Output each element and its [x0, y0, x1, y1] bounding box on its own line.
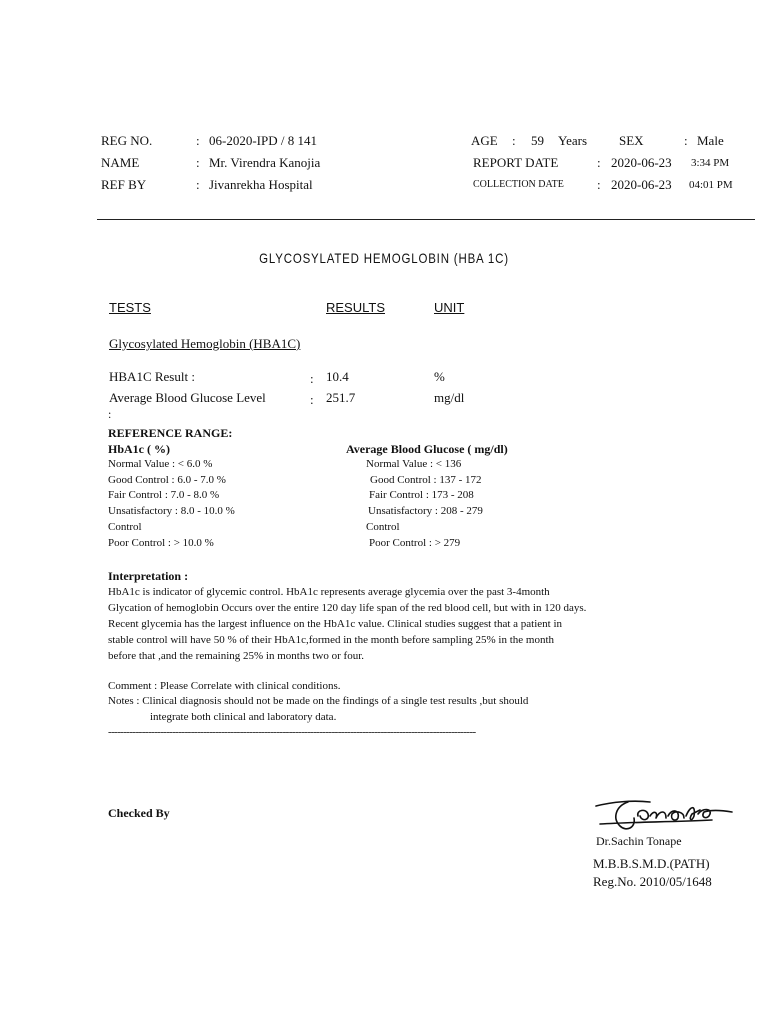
name-value: Mr. Virendra Kanojia [209, 155, 321, 170]
notes-line: integrate both clinical and laboratory data. [150, 711, 337, 723]
report-date-value: 2020-06-23 [611, 155, 672, 170]
ref-by-value: Jivanrekha Hospital [209, 177, 313, 192]
name-colon: : [196, 155, 200, 170]
collection-date-value: 2020-06-23 [611, 177, 672, 192]
interpretation-heading: Interpretation : [108, 569, 189, 583]
interpretation-text [108, 584, 668, 664]
reference-heading: REFERENCE RANGE: [108, 426, 233, 440]
result-row-value: 10.4 [326, 369, 349, 384]
sex-value: Male [697, 133, 724, 148]
glucose-range-line: Unsatisfactory : 208 - 279 [368, 505, 483, 517]
report-title: GLYCOSYLATED HEMOGLOBIN (HBA 1C) [259, 250, 509, 266]
result-row-value: 251.7 [326, 390, 356, 405]
name-label: NAME [101, 155, 140, 170]
doctor-reg-no: Reg.No. 2010/05/1648 [593, 874, 712, 889]
result-row-unit: % [434, 369, 445, 384]
glucose-range-line: Good Control : 137 - 172 [370, 474, 482, 486]
reg-no-colon: : [196, 133, 200, 148]
header-divider [97, 219, 755, 220]
column-unit: UNIT [434, 300, 465, 315]
collection-date-label: COLLECTION DATE [473, 179, 564, 190]
dashed-divider: ------------------------------------------------------------------------------------------------------------------------ [108, 726, 476, 738]
hba1c-range-line: Poor Control : > 10.0 % [108, 537, 214, 549]
glucose-range-line: Fair Control : 173 - 208 [369, 489, 474, 501]
collection-date-colon: : [597, 177, 601, 192]
glucose-range-line: Poor Control : > 279 [369, 537, 461, 549]
age-value: 59 [531, 133, 544, 148]
result-row-unit: mg/dl [434, 390, 465, 405]
hba1c-range-line: Unsatisfactory : 8.0 - 10.0 % [108, 505, 235, 517]
checked-by-label: Checked By [108, 806, 170, 820]
glucose-range-line: Normal Value : < 136 [366, 458, 462, 470]
doctor-name: Dr.Sachin Tonape [596, 834, 682, 848]
result-row-test: Average Blood Glucose Level [109, 390, 266, 405]
glucose-range-line: Control [366, 521, 400, 533]
hba1c-range-line: Fair Control : 7.0 - 8.0 % [108, 489, 220, 501]
interpretation-line: before that ,and the remaining 25% in months two or four. [108, 650, 364, 662]
age-label: AGE [471, 133, 498, 148]
result-row-colon: : [310, 392, 314, 407]
report-date-label: REPORT DATE [473, 155, 559, 170]
hba1c-range-line: Good Control : 6.0 - 7.0 % [108, 474, 226, 486]
interpretation-line: HbA1c is indicator of glycemic control. HbA1c represents average glycemia over the past 3-4month [108, 586, 550, 598]
age-unit: Years [558, 133, 588, 148]
reg-no-label: REG NO. [101, 133, 153, 148]
interpretation-line: Glycation of hemoglobin Occurs over the entire 120 day life span of the red blood cell, but with in 120 days. [108, 602, 587, 614]
result-row-test: HBA1C Result : [109, 369, 195, 384]
report-time: 3:34 PM [691, 157, 730, 169]
result-row-colon: : [310, 371, 314, 386]
ref-by-colon: : [196, 177, 200, 192]
comment: Comment : Please Correlate with clinical conditions. [108, 680, 341, 692]
hba1c-range-line: Normal Value : < 6.0 % [108, 458, 213, 470]
column-tests: TESTS [109, 300, 151, 315]
collection-time: 04:01 PM [689, 179, 733, 191]
section-title: Glycosylated Hemoglobin (HBA1C) [109, 336, 301, 351]
age-colon: : [512, 133, 516, 148]
hba1c-heading: HbA1c ( %) [108, 442, 170, 456]
glucose-heading: Average Blood Glucose ( mg/dl) [346, 442, 508, 456]
interpretation-line: stable control will have 50 % of their HbA1c,formed in the month before sampling 25% in the month [108, 634, 555, 646]
sex-colon: : [684, 133, 688, 148]
hba1c-range-line: Control [108, 521, 142, 533]
sex-label: SEX [619, 133, 644, 148]
reg-no-value: 06-2020-IPD / 8 141 [209, 133, 317, 148]
ref-by-label: REF BY [101, 177, 147, 192]
column-results: RESULTS [326, 300, 385, 315]
notes-line: Notes : Clinical diagnosis should not be made on the findings of a single test results ,but should [108, 695, 529, 707]
doctor-qualification: M.B.B.S.M.D.(PATH) [593, 856, 710, 871]
stray-colon: : [108, 407, 112, 421]
report-date-colon: : [597, 155, 601, 170]
interpretation-line: Recent glycemia has the largest influence on the HbA1c value. Clinical studies suggest that a patient in [108, 618, 563, 630]
